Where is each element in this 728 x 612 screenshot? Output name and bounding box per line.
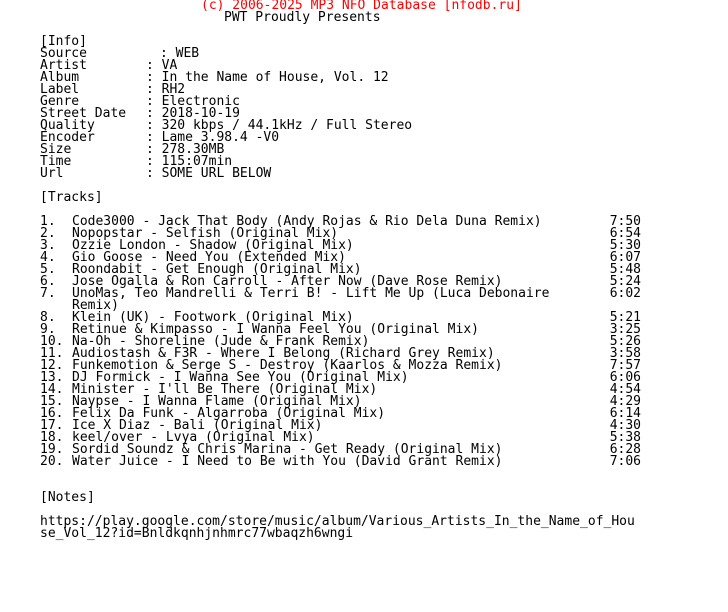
- track-title: Na-Oh - Shoreline (Jude & Frank Remix): [72, 334, 370, 349]
- info-value: : 2018-10-19: [146, 106, 240, 121]
- info-value: : Electronic: [146, 94, 240, 109]
- info-value: : 115:07min: [146, 154, 233, 169]
- track-time: 6:14: [609, 406, 641, 421]
- track-title: DJ Formick - I Wanna See You (Original Mix): [72, 370, 409, 385]
- track-title: Roondabit - Get Enough (Original Mix): [72, 262, 362, 277]
- info-label: Url: [40, 166, 64, 181]
- info-value: : 278.30MB: [146, 142, 225, 157]
- track-number: 1.: [40, 214, 56, 229]
- notes-heading: [Notes]: [40, 490, 95, 505]
- track-number: 6.: [40, 274, 56, 289]
- info-value: : In the Name of House, Vol. 12: [146, 70, 389, 85]
- tracks-heading: [Tracks]: [40, 190, 103, 205]
- track-number: 20.: [40, 454, 64, 469]
- presents-line: PWT Proudly Presents: [224, 10, 381, 25]
- track-time: 5:38: [609, 430, 641, 445]
- track-time: 4:29: [609, 394, 641, 409]
- track-title: Code3000 - Jack That Body (Andy Rojas & Rio Dela Duna Remix): [72, 214, 542, 229]
- track-title: Jose Ogalla & Ron Carroll - After Now (Dave Rose Remix): [72, 274, 503, 289]
- notes-url-line-1: https://play.google.com/store/music/album/Various_Artists_In_the_Name_of_Hou: [40, 514, 635, 529]
- track-title: Sordid Soundz & Chris Marina - Get Ready (Original Mix): [72, 442, 503, 457]
- track-time: 3:25: [609, 322, 641, 337]
- track-title: Nopopstar - Selfish (Original Mix): [72, 226, 339, 241]
- track-time: 5:26: [609, 334, 641, 349]
- track-time: 6:06: [609, 370, 641, 385]
- info-value: : 320 kbps / 44.1kHz / Full Stereo: [146, 118, 413, 133]
- track-number: 18.: [40, 430, 64, 445]
- info-value: : VA: [146, 58, 178, 73]
- track-title: Ice X Diaz - Bali (Original Mix): [72, 418, 323, 433]
- info-label: Quality: [40, 118, 95, 133]
- info-label: Street Date: [40, 106, 127, 121]
- track-title: Naypse - I Wanna Flame (Original Mix): [72, 394, 362, 409]
- track-title: Klein (UK) - Footwork (Original Mix): [72, 310, 354, 325]
- track-title: Minister - I'll Be There (Original Mix): [72, 382, 378, 397]
- track-number: 15.: [40, 394, 64, 409]
- track-number: 5.: [40, 262, 56, 277]
- track-number: 7.: [40, 286, 56, 301]
- track-number: 10.: [40, 334, 64, 349]
- track-time: 6:54: [609, 226, 641, 241]
- track-number: 8.: [40, 310, 56, 325]
- track-title: Audiostash & F3R - Where I Belong (Richard Grey Remix): [72, 346, 495, 361]
- track-time: 6:02: [609, 286, 641, 301]
- info-label: Time: [40, 154, 72, 169]
- info-label: Size: [40, 142, 72, 157]
- track-number: 3.: [40, 238, 56, 253]
- info-label: Encoder: [40, 130, 95, 145]
- track-number: 19.: [40, 442, 64, 457]
- track-time: 6:28: [609, 442, 641, 457]
- info-label: Source: [40, 46, 87, 61]
- track-time: 7:57: [609, 358, 641, 373]
- track-number: 14.: [40, 382, 64, 397]
- info-value: : SOME URL BELOW: [146, 166, 272, 181]
- track-time: 5:48: [609, 262, 641, 277]
- track-time: 6:07: [609, 250, 641, 265]
- track-title: Ozzie London - Shadow (Original Mix): [72, 238, 354, 253]
- track-number: 4.: [40, 250, 56, 265]
- track-time: 7:06: [609, 454, 641, 469]
- notes-url-line-2: se_Vol_12?id=Bnldkqnhjnhmrc77wbaqzh6wngi: [40, 526, 354, 541]
- info-label: Album: [40, 70, 80, 85]
- info-value: : Lame 3.98.4 -V0: [146, 130, 280, 145]
- info-label: Genre: [40, 94, 80, 109]
- track-time: 5:21: [609, 310, 641, 325]
- track-number: 16.: [40, 406, 64, 421]
- track-time: 7:50: [609, 214, 641, 229]
- track-title-continued: Remix): [72, 298, 119, 313]
- nfodb-banner: (c) 2006-2025 MP3 NFO Database [nfodb.ru]: [201, 0, 522, 13]
- track-number: 17.: [40, 418, 64, 433]
- track-number: 11.: [40, 346, 64, 361]
- track-title: Water Juice - I Need to Be with You (David Grant Remix): [72, 454, 503, 469]
- track-title: keel/over - Lvya (Original Mix): [72, 430, 315, 445]
- track-time: 5:24: [609, 274, 641, 289]
- info-heading: [Info]: [40, 34, 87, 49]
- track-time: 4:54: [609, 382, 641, 397]
- info-value: : RH2: [146, 82, 186, 97]
- track-title: Retinue & Kimpasso - I Wanna Feel You (Original Mix): [72, 322, 479, 337]
- info-label: Label: [40, 82, 80, 97]
- track-number: 13.: [40, 370, 64, 385]
- track-time: 4:30: [609, 418, 641, 433]
- track-time: 5:30: [609, 238, 641, 253]
- track-number: 2.: [40, 226, 56, 241]
- track-title: UnoMas, Teo Mandrelli & Terri B! - Lift Me Up (Luca Debonaire: [72, 286, 550, 301]
- track-time: 3:58: [609, 346, 641, 361]
- track-title: Gio Goose - Need You (Extended Mix): [72, 250, 346, 265]
- track-title: Felix Da Funk - Algarroba (Original Mix): [72, 406, 386, 421]
- info-label: Artist: [40, 58, 87, 73]
- info-value: : WEB: [160, 46, 200, 61]
- track-number: 9.: [40, 322, 56, 337]
- track-number: 12.: [40, 358, 64, 373]
- track-title: Funkemotion & Serge S - Destroy (Kaarlos & Mozza Remix): [72, 358, 503, 373]
